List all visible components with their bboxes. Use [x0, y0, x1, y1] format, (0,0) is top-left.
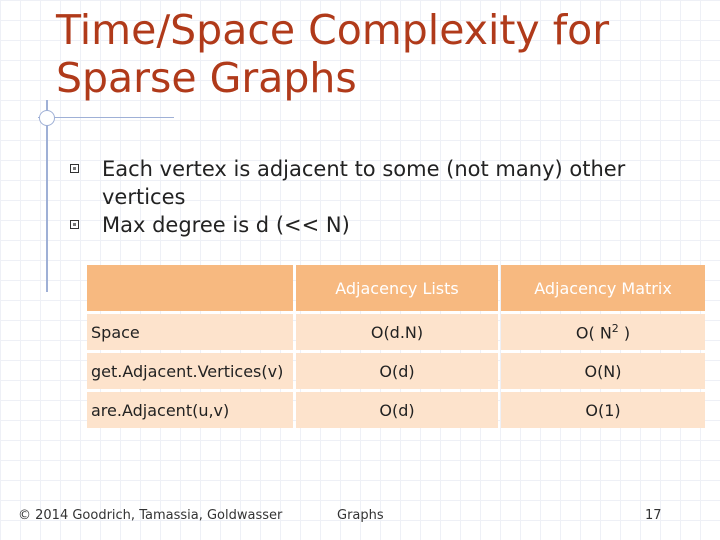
slide-title: [56, 6, 696, 102]
header-empty: [87, 265, 293, 311]
cell-matrix: [501, 314, 705, 350]
table-row: [87, 314, 705, 350]
bullet-text: Each vertex is adjacent to some (not many) other vertices: [102, 157, 626, 209]
row-label: Space: [87, 314, 293, 350]
bullet-square-icon: [70, 164, 79, 173]
complexity-table: [84, 262, 708, 431]
table-header-row: [87, 265, 705, 311]
title-line-2: Sparse Graphs: [56, 54, 357, 102]
header-adjacency-lists: Adjacency Lists: [296, 265, 498, 311]
bullet-item: [70, 155, 690, 211]
header-adjacency-matrix: Adjacency Matrix: [501, 265, 705, 311]
cell-matrix: O(1): [501, 392, 705, 428]
matrix-tail: ): [618, 323, 631, 343]
cell-lists: O(d): [296, 353, 498, 389]
bullet-square-icon: [70, 220, 79, 229]
cell-lists: O(d.N): [296, 314, 498, 350]
bullet-list: [70, 155, 690, 239]
bullet-text: Max degree is d (<< N): [102, 213, 350, 237]
table-row: [87, 392, 705, 428]
decorative-horizontal-line: [38, 117, 174, 118]
footer-topic: Graphs: [337, 508, 384, 523]
title-line-1: Time/Space Complexity for: [56, 6, 610, 54]
matrix-exponent: 2: [611, 321, 619, 335]
matrix-base: O( N: [575, 323, 612, 343]
footer-page-number: 17: [645, 508, 662, 523]
table-row: [87, 353, 705, 389]
decorative-circle: [39, 110, 55, 126]
decorative-vertical-line: [46, 100, 48, 292]
footer-copyright: © 2014 Goodrich, Tamassia, Goldwasser: [18, 508, 283, 523]
cell-lists: O(d): [296, 392, 498, 428]
row-label: get.Adjacent.Vertices(v): [87, 353, 293, 389]
row-label: are.Adjacent(u,v): [87, 392, 293, 428]
cell-matrix: O(N): [501, 353, 705, 389]
bullet-item: [70, 211, 690, 239]
